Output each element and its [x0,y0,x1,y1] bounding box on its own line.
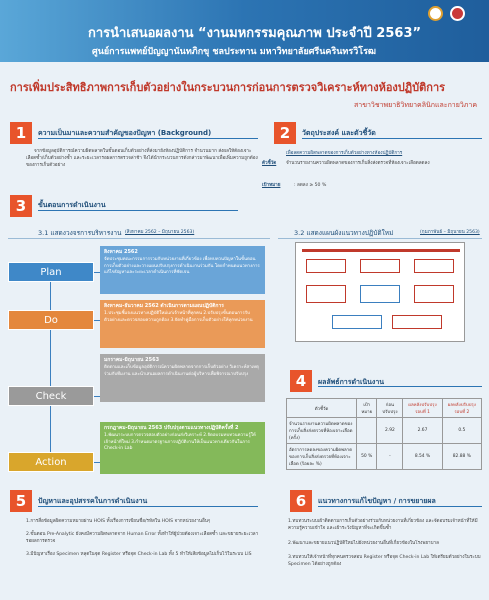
stage-action-label: Action [35,457,67,468]
check-body: ติดตามและเก็บข้อมูลอุบัติการณ์ความผิดพลาดจากการเก็บตัวอย่าง วิเคราะห์สาเหตุร่วมกับทีมงาน และนำเสนอผลการดำเนินงานต่อผู้บริหารเพื่อพิจารณาปรับปรุง [104,365,259,377]
table-cell: อัตราการลดลงของความผิดพลาดของการเก็บสิ่งส่งตรวจที่ห้องเจาะเลือด (ร้อยละ %) [287,444,357,470]
table-cell: 8.54 % [403,444,442,470]
stage-plan [8,262,94,282]
section-2-underline [302,138,482,139]
flow-step-box [306,285,346,303]
section-number-6: 6 [290,490,312,512]
solution-item: 1.ทบทวนระบบเฝ้าติดตามการเก็บตัวอย่างร่วมกับหน่วยงานที่เกี่ยวข้อง และจัดอบรมเจ้าหน้าที่ให้มีความรู้ความเข้าใจ และเฝ้าระวังปัญหาที่จะเกิดขึ้นซ้ำ [288,519,478,531]
indicator-label: ตัวชี้วัด [262,161,277,166]
section-3-title: ขั้นตอนการดำเนินงาน [38,201,106,209]
flow-step-box [360,259,400,273]
results-table [286,398,482,470]
table-cell: จำนวนรายงานความผิดพลาดของการเก็บสิ่งส่งตรวจที่ห้องเจาะเลือด (ครั้ง) [287,418,357,444]
flow-step-box [414,259,454,273]
check-panel [100,354,265,402]
stage-do [8,310,94,330]
department-label: สาขาวิชาพยาธิวิทยาคลินิกและกายวิภาค [353,101,477,109]
university-logo-icon [428,6,443,21]
section-2-title: วัตถุประสงค์ และตัวชี้วัด [302,129,376,137]
table-row [287,444,482,470]
section-number-1: 1 [10,122,32,144]
section-5-title: ปัญหาและอุปสรรคในการดำเนินงาน [38,497,148,505]
subsection-3-1-period: (สิงหาคม 2562 – มิถุนายน 2563) [125,230,195,235]
plan-body: จัดประชุมคณะกรรมการรวมกับหน่วยงานที่เกี่ยวข้อง เพื่อทบทวนปัญหาในขั้นตอนการเก็บตัวอย่างและวางแผนปรับปรุงการดำเนินงานร่วมกัน โดยกำหนดแนวทางการแก้ไขปัญหาและระยะเวลาดำเนินการที่ชัดเจน [104,257,260,276]
indicator-text: จำนวนรายงานความผิดพลาดของการเก็บสิ่งส่งตรวจที่ห้องเจาะเลือดลดลง [286,161,430,166]
action-heading: กรกฎาคม-มิถุนายน 2563 ปรับปรุงตามแนวทางปฏิบัติครั้งที่ 2 [104,425,239,431]
subsection-3-1-title: 3.1 แสดงวงจรการบริหารงาน [38,229,122,237]
stage-do-label: Do [44,315,58,326]
section-1-title: ความเป็นมาและความสำคัญของปัญหา (Background) [38,129,212,137]
flow-step-box [360,285,400,303]
section-4-title: ผลลัพธ์การดำเนินงาน [318,378,385,386]
table-cell: 2.67 [403,418,442,444]
flow-step-box [414,285,454,303]
table-cell [357,418,377,444]
stage-plan-label: Plan [40,267,62,278]
do-body: 1.ประชุมชี้แจงแนวทางปฏิบัติใหม่แก่เจ้าหน้าที่ทุกคน 2.ปรับปรุงขั้นตอนการรับตัวอย่างและตรวจสอบความถูกต้อง 3.จัดทำคู่มือการเก็บตัวอย่างให้ทุกหน่วยงาน [104,311,253,323]
table-cell: 0.5 [442,418,481,444]
do-panel [100,300,265,348]
target-label: เป้าหมาย [262,183,281,188]
flow-step-box [306,259,346,273]
stage-action [8,452,94,472]
action-panel [100,422,265,474]
flow-step-box [332,315,382,329]
main-title: การเพิ่มประสิทธิภาพการเก็บตัวอย่างในกระบวนการก่อนการตรวจวิเคราะห์ทางห้องปฏิบัติการ [10,81,446,94]
hospital-logo-icon [450,6,465,21]
solution-item: 2.พัฒนาและขยายแนวปฏิบัติใหม่ไปยังหน่วยงานอื่นที่เกี่ยวข้องในโรงพยาบาล [288,541,439,546]
objective-text: เพื่อลดความผิดพลาดของการเก็บตัวอย่างทางห้องปฏิบัติการ [286,151,403,156]
subsection-3-1-rule [8,238,270,239]
plan-panel [100,246,265,294]
flow-top-bar [302,249,460,252]
new-workflow-flowchart [295,242,465,342]
table-cell: 2.92 [377,418,403,444]
table-cell: 50 % [357,444,377,470]
header-subtitle: ศูนย์การแพทย์ปัญญานันทภิกขุ ชลประทาน มหาวิทยาลัยศรีนครินทรวิโรฒ [92,47,377,57]
solution-item: 3.ทบทวนให้เจ้าหน้าที่ทุกคนตรวจสอบ Register หรือจุด Check-in Lab ให้เตรียมตัวอย่างในระบบ Specimen ได้อย่างถูกต้อง [288,555,481,567]
table-header: ตัวชี้วัด [287,399,357,418]
target-text: : ลดลง ≥ 50 % [294,183,327,188]
section-5-underline [38,506,258,507]
subsection-3-2-rule [278,238,482,239]
flow-step-box [392,315,442,329]
table-header-row [287,399,482,418]
problem-item: 3.มีปัญหาเรื่อง Specimen หลุดในจุด Register หรือจุด Check-in Lab ทั้ง 5 ทำให้เสียข้อมูลไม่เก็บไว้ในระบบ LIS [26,552,252,557]
problem-item: 1.การสื่อข้อมูลผิดความหมายผ่าน HOIS ทั้งเรื่องการเขียนชื่อ/รหัสใน HOIS จากหน่วยงานอื่นๆ [26,519,211,524]
subsection-3-2-title: 3.2 แสดงแผนผังแนวทางปฏิบัติใหม่ [294,229,394,237]
section-6-underline [318,506,482,507]
section-3-underline [38,210,238,211]
do-heading: สิงหาคม-ธันวาคม 2562 ดำเนินการตามแผนปฏิบัติการ [104,303,224,309]
table-row [287,418,482,444]
check-heading: มกราคม-มิถุนายน 2563 [104,357,160,363]
table-header: เป้าหมาย [357,399,377,418]
action-body: 1.พัฒนาระบบการตรวจสอบตัวอย่างก่อนส่งวิเคราะห์ 2.จัดอบรมทบทวนความรู้ให้เจ้าหน้าที่ใหม่ 3.กำหนดมาตรฐานการปฏิบัติงานให้เป็นแนวทางเดียวกันในการ Check-in Lab [104,433,256,452]
section-number-5: 5 [10,490,32,512]
pdca-connector [50,272,51,458]
table-header: ผลหลังปรับปรุงรอบที่ 1 [403,399,442,418]
section-4-underline [318,386,482,387]
section-1-body: จากข้อมูลอุบัติการณ์ความผิดพลาดในขั้นตอนเก็บตัวอย่างที่ส่งมายังห้องปฏิบัติการ จำนวนมาก ส่งผลให้ต้องเจาะเลือดซ้ำ/เก็บตัวอย่างซ้ำ และระยะเวลารอผลการตรวจล่าช้า จึงได้นำกระบวนการดังกล่าวมาพัฒนาเพื่อเพิ่มความถูกต้องของการเก็บตัวอย่าง [26,149,258,168]
section-6-title: แนวทางการแก้ไขปัญหา / การขยายผล [318,497,436,505]
problem-item: 2.ขั้นตอน Pre-Analytic ยังคงมีความผิดพลาดจาก Human Error ทั้งทำให้ผู้ป่วยต้องเจาะเลือดซ้ำ และขยายระยะเวลารอผลการตรวจ [26,532,259,544]
header-banner [0,0,489,62]
table-header: ผลหลังปรับปรุงรอบที่ 2 [442,399,481,418]
subsection-3-2-period: (กุมภาพันธ์ – มิถุนายน 2563) [420,230,480,235]
table-cell: - [377,444,403,470]
header-title: การนำเสนอผลงาน “งานมหกรรมคุณภาพ ประจำปี 2563” [88,26,422,41]
section-1-underline [38,138,258,139]
table-cell: 82.88 % [442,444,481,470]
stage-check-label: Check [35,391,67,402]
section-number-4: 4 [290,370,312,392]
section-number-2: 2 [274,122,296,144]
table-header: ก่อนปรับปรุง [377,399,403,418]
section-number-3: 3 [10,195,32,217]
stage-check [8,386,94,406]
plan-heading: สิงหาคม 2562 [104,249,138,255]
